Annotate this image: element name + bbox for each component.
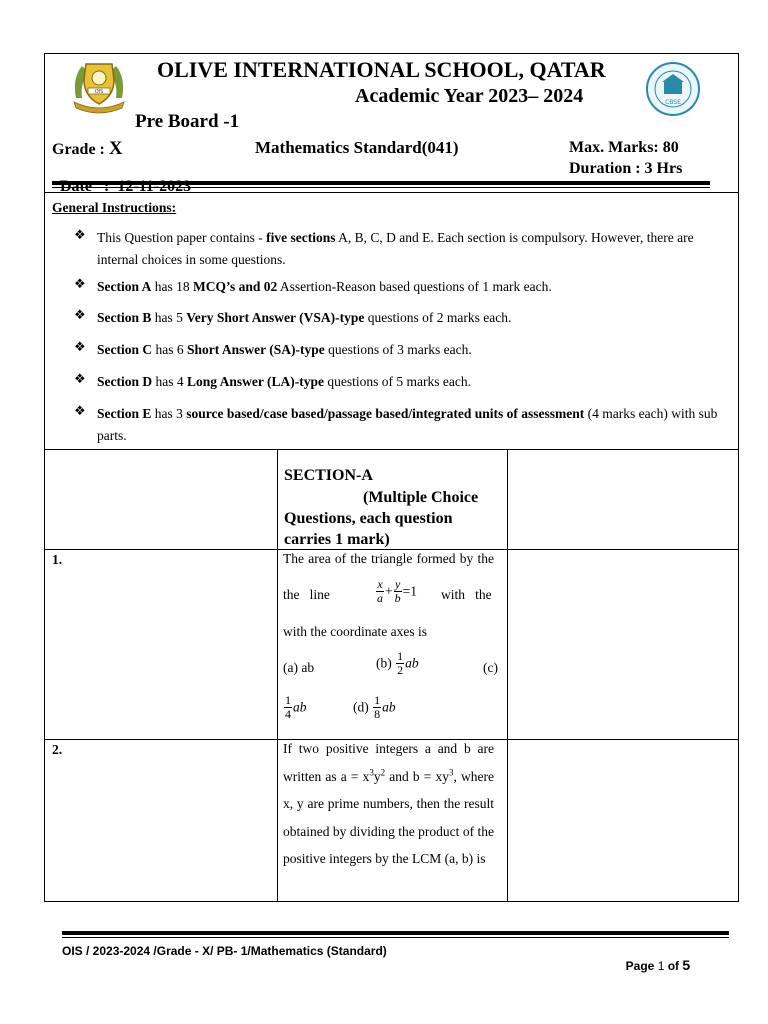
fraction-x-over-a: $\frac{x}{a}$ [377,577,383,605]
school-logo [68,58,130,118]
board-logo [644,60,702,118]
max-marks: Max. Marks: 80 [569,139,679,156]
diamond-bullet-icon: ❖ [74,227,86,242]
q1-equation-line [283,578,501,612]
instruction-text: Section A has 18 MCQ’s and 02 Assertion-Reason based questions of 1 mark each. [97,279,552,294]
footer-rule-thick [62,931,729,935]
section-a-title: SECTION-A [284,467,373,484]
q1-equation: $\frac{x}{a}$ + $\frac{y}{b}$ =1 [377,577,417,605]
svg-text:CBSE: CBSE [665,99,681,106]
duration: Duration : 3 Hrs [569,160,683,177]
diamond-bullet-icon: ❖ [74,307,86,322]
question-number: 1. [52,552,63,567]
header-divider [44,192,739,193]
subject-title: Mathematics Standard(041) [255,138,459,157]
grade-value: X [108,138,123,159]
question-2-text: If two positive integers a and b are written as $a = x^3y^2$ and $b = xy^3$, where x, y are prime numbers, then the result obtained by dividing the product of the positive integers by the LCM (a, b) is [283,741,495,866]
academic-year: Academic Year 2023– 2024 [355,85,584,107]
fraction-y-over-b: $\frac{y}{b}$ [394,577,401,605]
exam-name: Pre Board -1 [135,111,240,132]
q1-text-2: with the coordinate axes is [283,624,427,639]
instruction-text: Section C has 6 Short Answer (SA)-type questions of 3 marks each. [97,342,472,357]
table-col-rule [277,449,278,902]
section-a-subtitle: (Multiple Choice Questions, each question carries 1 mark) [284,489,479,548]
q1-line: The area of the triangle formed by the [283,551,494,566]
svg-text:OIS: OIS [94,89,104,95]
diamond-bullet-icon: ❖ [74,276,86,291]
q1-option-c-value: $\frac{1}{4}$ ab [285,693,307,721]
q1-word-the-line: the line [283,587,330,602]
q1-option-b: (b) $\frac{1}{2}$ ab [376,649,419,677]
diamond-bullet-icon: ❖ [74,403,86,418]
instruction-text: Section B has 5 Very Short Answer (VSA)-type questions of 2 marks each. [97,310,512,325]
diamond-bullet-icon: ❖ [74,339,86,354]
header-rule-thin [52,187,710,188]
question-number: 2. [52,742,63,757]
table-top-rule [44,449,739,450]
school-name: OLIVE INTERNATIONAL SCHOOL, QATAR [157,57,606,82]
q1-option-d: (d) $\frac{1}{8}$ ab [353,693,396,721]
diamond-bullet-icon: ❖ [74,371,86,386]
footer-page-number: Page 1 of 5 [625,957,691,973]
instructions-heading: General Instructions: [52,200,177,215]
footer-rule-thin [62,937,729,938]
grade-line [52,138,123,160]
q1-with-the: with the [441,587,492,602]
grade-label: Grade : [52,141,109,158]
instruction-text: Section E has 3 source based/case based/passage based/integrated units of assessment (4 marks each) with sub parts. [97,406,718,443]
date-line [52,160,191,196]
footer-document-code: OIS / 2023-2024 /Grade - X/ PB- 1/Mathematics (Standard) [62,944,387,958]
instruction-text: Section D has 4 Long Answer (LA)-type questions of 5 marks each. [97,374,471,389]
q1-option-c-label: (c) [483,660,498,675]
instruction-text: This Question paper contains - five sections A, B, C, D and E. Each section is compulsory. However, there are internal choices in some questions. [97,230,694,267]
table-col-rule [507,449,508,902]
question-1-text [283,545,494,572]
q1-option-a: (a) ab [283,660,315,675]
header-rule-thick [52,181,710,185]
